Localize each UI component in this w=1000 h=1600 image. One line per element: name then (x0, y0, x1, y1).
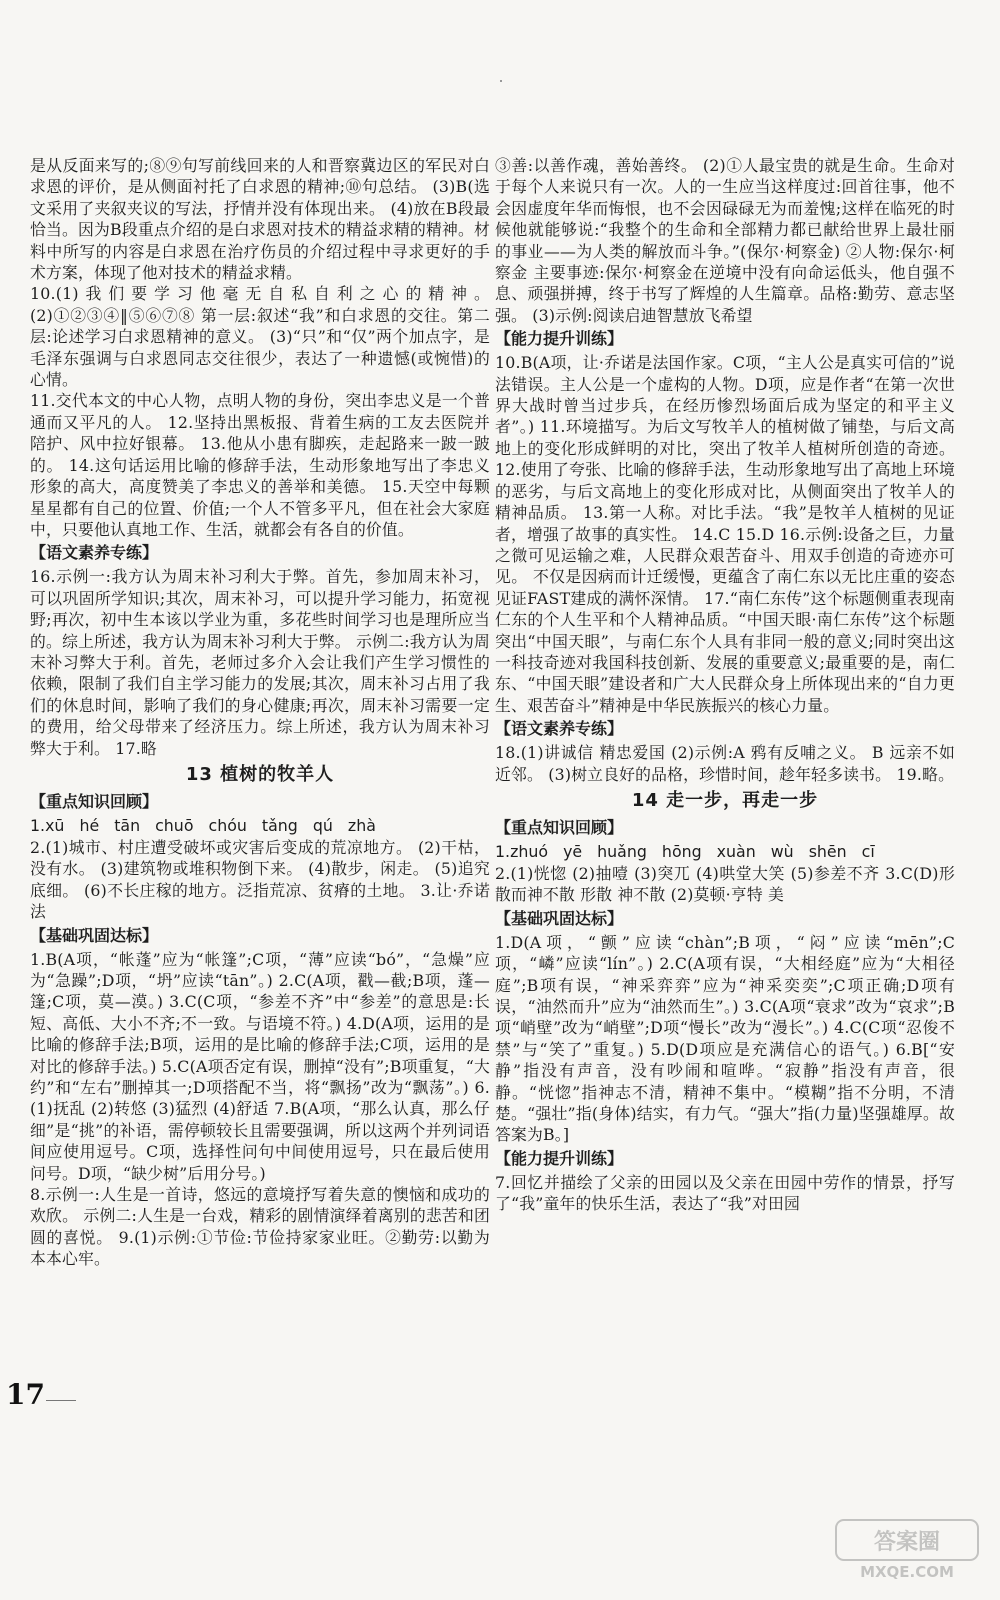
right-para-10: 1.D(A项，“颤”应读“chàn”;B项，“闷”应读“mēn”;C项，“嶙”应读“lín”。) 2.C(A项有误，“大相经庭”应为“大相径庭”;B项有误，“神采弈弈”应为“神采奕奕”;C项正确;D项有误，“油然而升”应为“油然而生”。) 3.C(A项“衰求”改为“哀求”;B项“峭壁”改为“峭壁”;D项“慢长”改为“漫长”。) 4.C(C项“忍俊不禁”与“笑了”重复。) 5.D(D项应是充满信心的语气。) 6.B[“安静”指没有声音，没有吵闹和喧哗。“寂静”指没有声音，很静。“恍惚”指神志不清，精神不集中。“模糊”指不分明，不清楚。“强壮”指(身体)结实，有力气。“强大”指(力量)坚强雄厚。故答案为B。] (495, 932, 955, 1145)
right-para-4: 18.(1)讲诚信 精忠爱国 (2)示例:A 鸦有反哺之义。 B 远亲不如近邻。 (3)树立良好的品格，珍惜时间，趁年轻多读书。 19.略。 (495, 743, 955, 784)
left-para-10: 1.B(A项，“帐蓬”应为“帐篷”;C项，“薄”应读“bó”，“急燥”应为“急躁”;D项，“坍”应读“tān”。) 2.C(A项，戳—截;B项，蓬—篷;C项，莫—漠。) 3.C(C项，“参差不齐”中“参差”的意思是:长短、高低、大小不齐;不一致。与语境不符。) 4.D(A项，运用的是比喻的修辞手法;B项，运用的是比喻的修辞手法;C项，运用的是对比的修辞手法。) 5.C(A项否定有误，删掉“没有”;B项重复，“大约”和“左右”删掉其一;D项搭配不当，将“飘扬”改为“飘荡”。) 6.(1)抚乱 (2)转悠 (3)猛烈 (4)舒适 7.B(A项，“那么认真，那么仔细”是“挑”的补语，需停顿较长且需要强调，所以这两个并列词语间应使用逗号。C项，选择性问句中间使用逗号，只在最后使用问号。D项，“缺少树”后用分号。) (30, 949, 491, 1183)
left-para-8: 2.(1)城市、村庄遭受破坏或灾害后变成的荒凉地方。 (2)干枯，没有水。 (3)建筑物或堆积物倒下来。 (4)散步，闲走。 (5)追究底细。 (6)不长庄稼的地方。泛指荒凉、贫瘠的土地。 3.让·乔诺 法 (30, 837, 496, 922)
left-heading-9: 【基础巩固达标】 (30, 925, 159, 945)
scan-mark (500, 80, 502, 82)
right-heading-11: 【能力提升训练】 (495, 1148, 624, 1168)
left-chapter-5: 13 植树的牧羊人 (185, 763, 335, 785)
left-heading-6: 【重点知识回顾】 (30, 791, 159, 811)
right-chapter-5: 14 走一步，再走一步 (631, 789, 819, 811)
right-para-2: 10.B(A项，让·乔诺是法国作家。C项，“主人公是真实可信的”说法错误。主人公是一个虚构的人物。D项，应是作者“在第一次世界大战时曾当过步兵，在经历惨烈场面后成为坚定的和平主义者”。) 11.环境描写。为后文写牧羊人的植树做了铺垫，与后文高地上的变化形成鲜明的对比，突出了牧羊人植树所创造的奇迹。 12.使用了夸张、比喻的修辞手法，生动形象地写出了高地上环境的恶劣，与后文高地上的变化形成对比，从侧面突出了牧羊人的精神品质。 13.第一人称。对比手法。“我”是牧羊人植树的见证者，增强了故事的真实性。 14.C 15.D 16.示例:设备之巨，力量之微可见运输之难，人民群众艰苦奋斗、用双手创造的奇迹亦可见。 不仅是因病而计迁缓慢，更蕴含了南仁东以无比庄重的姿态见证FAST建成的满怀深情。 17.“南仁东传”这个标题侧重表现南仁东的个人生平和个人精神品质。“中国天眼·南仁东传”这个标题突出“中国天眼”，与南仁东个人具有非同一般的意义;同时突出这一科技奇迹对我国科技创新、发展的重要意义;最重要的是，南仁东、“中国天眼”建设者和广大人民群众身上所体现出来的“自力更生、艰苦奋斗”精神是中华民族振兴的核心力量。 (495, 353, 961, 715)
page-number-rule (46, 1400, 76, 1401)
right-column (495, 155, 961, 1215)
right-para-8: 2.(1)恍惚 (2)抽噎 (3)突兀 (4)哄堂大笑 (5)参差不齐 3.C(D)形散而神不散 形散 神不散 (2)莫顿·亨特 美 (495, 863, 955, 905)
page-number: 17 (6, 1378, 45, 1411)
right-heading-3: 【语文素养专练】 (495, 719, 624, 739)
right-para-12: 7.回忆并描绘了父亲的田园以及父亲在田园中劳作的情景，抒写了“我”童年的快乐生活，表达了“我”对田园 (495, 1172, 955, 1214)
right-heading-6: 【重点知识回顾】 (495, 817, 624, 837)
left-para-0: 是从反面来写的;⑧⑨句写前线回来的人和晋察冀边区的军民对白求恩的评价，是从侧面衬托了白求恩的精神;⑩句总结。 (3)B(选文采用了夹叙夹议的写法，抒情并没有体现出来。 (4)放在B段最恰当。因为B段重点介绍的是白求恩对技术的精益求精的精神。材料中所写的内容是白求恩在治疗伤员的介绍过程中寻求更好的手术方案，体现了他对技术的精益求精。 (30, 156, 490, 283)
svg-text:MXQE.COM: MXQE.COM (860, 1563, 954, 1581)
left-para-1: 10.(1)我们要学习他毫无自私自利之心的精神。 (2)①②③④‖⑤⑥⑦⑧ 第一层:叙述“我”和白求恩的交往。第二层:论述学习白求恩精神的意义。 (3)“只”和“仅”两个加点字，是毛泽东强调与白求恩同志交往很少，表达了一种遗憾(或惋惜)的心情。 (30, 284, 496, 390)
right-para-0: ③善:以善作魂，善始善终。 (2)①人最宝贵的就是生命。生命对于每个人来说只有一次。人的一生应当这样度过:回首往事，他不会因虚度年华而悔恨，也不会因碌碌无为而羞愧;这样在临死的时候他就能够说:“我整个的生命和全部精力都已献给世界上最壮丽的事业——为人类的解放而斗争。”(保尔·柯察金) ②人物:保尔·柯察金 主要事迹:保尔·柯察金在逆境中没有向命运低头，他自强不息、顽强拼搏，终于书写了辉煌的人生篇章。品格:勤劳、意志坚强。 (3)示例:阅读启迪智慧放飞希望 (495, 156, 955, 325)
left-para-11: 8.示例一:人生是一首诗，悠远的意境抒写着失意的懊恼和成功的欢欣。 示例二:人生是一台戏，精彩的剧情演绎着离别的悲苦和团圆的喜悦。 9.(1)示例:①节俭:节俭持家家业旺。②勤劳:以勤为本本心牢。 (30, 1185, 490, 1269)
left-para-4: 16.示例一:我方认为周末补习利大于弊。首先，参加周末补习，可以巩固所学知识;其次，周末补习，可以提升学习能力，拓宽视野;再次，初中生本该以学业为重，多花些时间学习也是理所应当的。综上所述，我方认为周末补习利大于弊。 示例二:我方认为周末补习弊大于利。首先，老师过多介入会让我们产生学习惯性的依赖，限制了我们自主学习能力的发展;其次，周末补习占用了我们的休息时间，影响了我们的身心健康;再次，周末补习需要一定的费用，给父母带来了经济压力。综上所述，我方认为周末补习弊大于利。 17.略 (30, 567, 490, 758)
right-pinyin-7: 1.zhuó yē huǎng hōng xuàn wù shēn cī (495, 841, 875, 861)
left-column (30, 155, 496, 1270)
watermark-logo (832, 1516, 982, 1582)
right-heading-1: 【能力提升训练】 (495, 329, 624, 349)
svg-text:答案圈: 答案圈 (873, 1530, 941, 1555)
right-heading-9: 【基础巩固达标】 (495, 908, 624, 928)
left-pinyin-7: 1.xū hé tān chuō chóu tǎng qú zhà (30, 815, 376, 835)
left-heading-3: 【语文素养专练】 (30, 543, 159, 563)
left-para-2: 11.交代本文的中心人物，点明人物的身份，突出李忠义是一个普通而又平凡的人。 12.坚持出黑板报、背着生病的工友去医院并陪护、风中拉好银幕。 13.他从小患有脚疾，走起路来一跛一跛的。 14.这句话运用比喻的修辞手法，生动形象地写出了李忠义形象的高大，高度赞美了李忠义的善举和美德。 15.天空中每颗星星都有自己的位置、价值;一个人不管多平凡，但在社会大家庭中，只要他认真地工作、生活，就都会有各自的价值。 (30, 391, 490, 539)
